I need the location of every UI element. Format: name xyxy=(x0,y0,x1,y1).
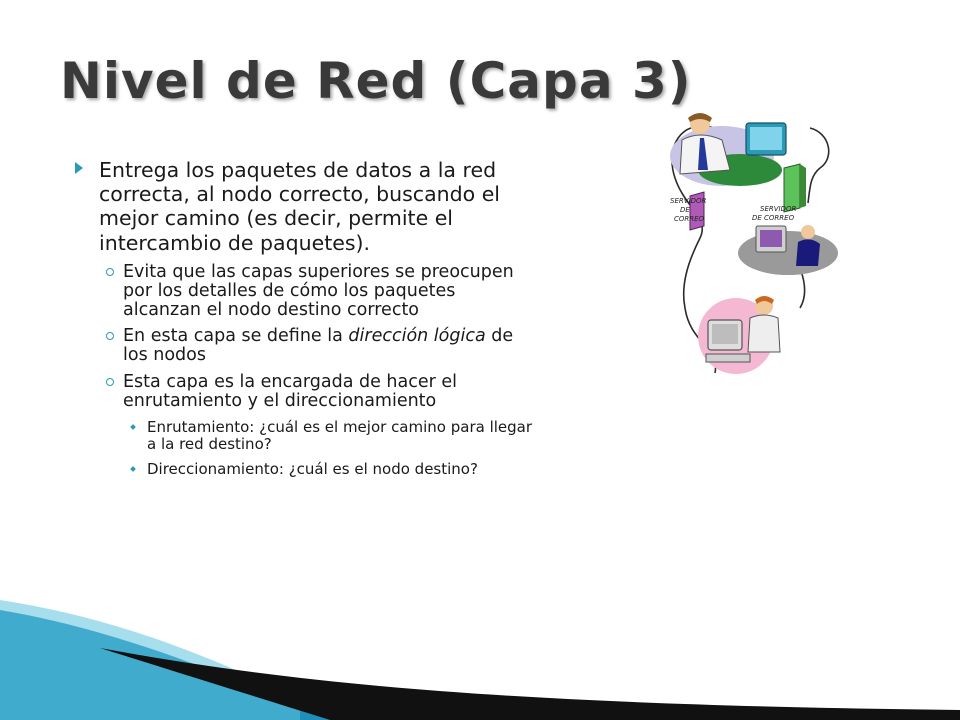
person-shirt xyxy=(748,315,780,352)
bullet-text: Entrega los paquetes de datos a la red correcta, al nodo correcto, buscando el mejor camino (es decir, permite el intercambio de paquetes). xyxy=(99,158,501,255)
bullet-level2 xyxy=(75,327,535,365)
slide-body xyxy=(75,158,535,486)
circle-bullet-icon xyxy=(106,378,114,386)
circle-bullet-icon xyxy=(106,332,114,340)
bullet-level3 xyxy=(75,419,535,453)
diamond-bullet-icon xyxy=(130,466,136,472)
bullet-level2 xyxy=(75,373,535,411)
person-head xyxy=(801,225,815,239)
monitor-screen xyxy=(760,230,782,247)
network-clipart-image xyxy=(660,108,860,398)
person-body xyxy=(796,239,820,266)
monitor-screen xyxy=(750,127,782,150)
bullet-text: Esta capa es la encargada de hacer el enrutamiento y el direccionamiento xyxy=(123,372,458,412)
server-tower-side xyxy=(800,164,806,208)
bullet-text: Evita que las capas superiores se preocupen por los detalles de cómo los paquetes alcanzan el nodo destino correcto xyxy=(123,261,514,320)
bullet-text-prefix: En esta capa se define la xyxy=(123,326,349,347)
bullet-level1 xyxy=(75,158,535,255)
decorative-swoosh xyxy=(0,600,960,720)
bullet-text: Direccionamiento: ¿cuál es el nodo destino? xyxy=(147,459,478,478)
keyboard-icon xyxy=(706,354,750,362)
bullet-text-suffix: de los nodos xyxy=(123,326,514,366)
desk-shadow-middle xyxy=(738,231,838,275)
circle-bullet-icon xyxy=(106,268,114,276)
bullet-level2 xyxy=(75,263,535,320)
bullet-level3 xyxy=(75,461,535,478)
monitor-screen xyxy=(712,324,738,344)
bullet-text: Enrutamiento: ¿cuál es el mejor camino para llegar a la red destino? xyxy=(147,417,533,453)
diamond-bullet-icon xyxy=(130,424,136,430)
bullet-text-italic: dirección lógica xyxy=(348,326,486,347)
server-label: SERVIDOR DE CORREO xyxy=(752,205,797,222)
triangle-bullet-icon xyxy=(75,162,83,174)
slide-title: Nivel de Red (Capa 3) xyxy=(60,52,692,110)
server-label: SERVIDOR DE CORREO xyxy=(670,197,707,223)
